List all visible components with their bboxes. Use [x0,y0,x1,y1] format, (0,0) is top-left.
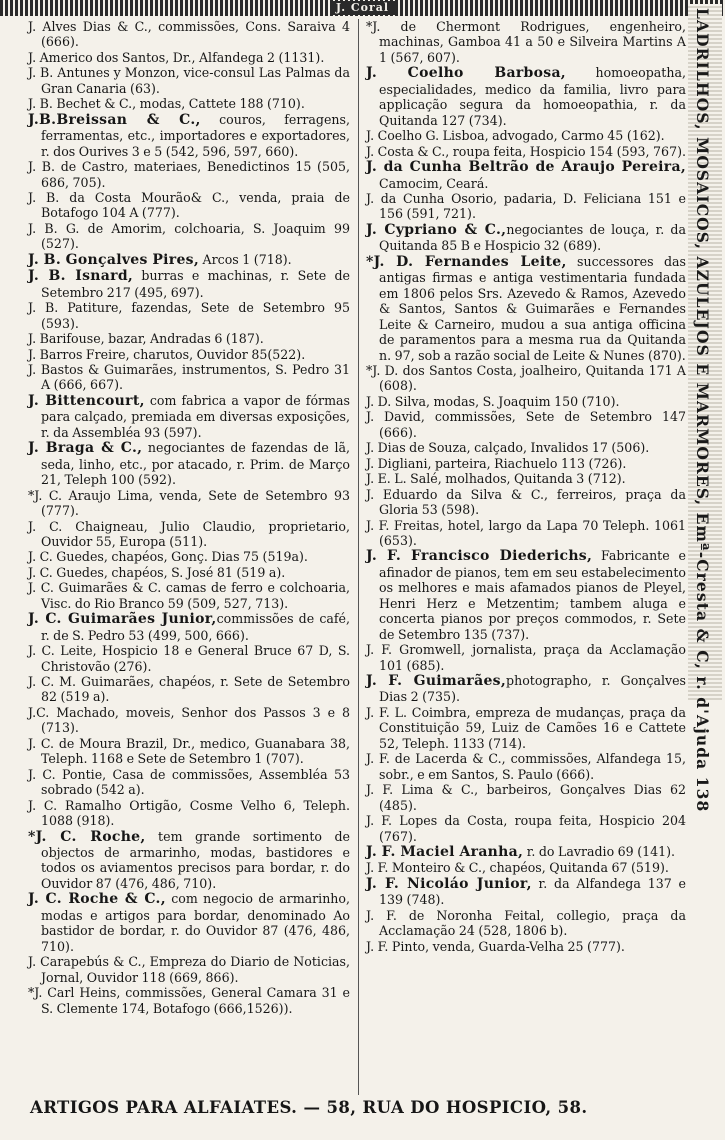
entry-details: chapéos, r. Sete de Setembro 82 (519 a). [41,674,350,705]
entry-details: modas, Cattete 188 (710). [136,96,305,112]
entry-name: J. F. Francisco Diederichs, [366,548,593,565]
entry-details: materiaes, Benedictinos 15 (505, 686, 705). [41,159,350,190]
entry-details: homoeopatha, especialidades, medico da familia, livro para applicação segura da homoeopathia, r. da Quitanda 127 (734). [379,65,686,128]
entry-details: venda, praia de Botafogo 104 A (777). [41,189,350,221]
page-header [0,0,725,16]
directory-entry [366,19,686,65]
entry-name: J. Costa & C., [366,143,450,159]
directory-entry [366,128,686,143]
directory-entry [28,580,350,611]
directory-entry [28,985,350,1016]
entry-name: J. C. Ramalho Ortigão, [28,797,182,813]
entry-details: ferreiros, praça da Gloria 53 (598). [379,486,686,518]
entry-name: J. Bastos & Guimarães, [28,361,178,377]
directory-entry [28,347,350,362]
entry-name: J. C. Guimarães Junior, [28,611,217,628]
directory-entry [366,860,686,875]
directory-entry [366,876,686,908]
directory-entry [28,393,350,440]
entry-name: J. da Cunha Beltrão de Araujo Pereira, [366,159,686,176]
entry-name: J. Barros Freire, [28,346,130,362]
directory-entry [28,736,350,767]
entry-name: J. C. Guedes, [28,564,108,580]
directory-entry [28,96,350,111]
directory-entry [28,705,350,736]
entry-details: successores das antigas firmas e antiga vestimentaria fundada em 1806 pelos Srs. Azevedo & Ramos, Azevedo & Santos, Santos & Guimarães e Fernandes Leite & Carneiro, mudou a sua antiga officina de paramentos para a mesma rua da Quitanda n. 97, sob a razão social de Leite & Nunes (870). [379,253,686,363]
entry-details: bazar, Andradas 6 (187). [104,331,264,347]
directory-entry [366,471,686,486]
directory-entry [28,19,350,50]
entry-details: empreza de mudanças, praça da Constituição 59, Luiz de Camões 16 e Cattete 52, Teleph. 1133 (714). [379,704,686,751]
entry-details: Arcos 1 (718). [199,251,292,267]
entry-details: Fabricante e afinador de pianos, tem em seu estabelecimento os melhores e mais afamados pianos de Pleyel, Henri Herz e Metzentim; tambem aluga e concerta pianos por preços commodos, r. Sete de Setembro 135 (737). [379,548,686,642]
directory-entry [366,548,686,642]
entry-details: modas, S. Joaquim 150 (710). [430,393,620,409]
entry-name: J. Cypriano & C., [366,221,507,238]
entry-name: J. Carapebús & C., [28,954,146,970]
entry-details: camas de ferro e colchoaria, Visc. do Rio Branco 59 (509, 527, 713). [41,580,351,611]
entry-details: venda, Guarda-Velha 25 (777). [429,938,625,954]
entry-name: J. F. de Noronha Feital, [366,907,545,923]
entry-name: J. B. Antunes y Monzon, [28,65,180,81]
directory-entry [366,363,686,394]
directory-entry [366,159,686,191]
entry-name: J. Bittencourt, [28,392,145,409]
entry-details: Empreza do Diario de Noticias, Jornal, Ouvidor 118 (669, 866). [41,954,351,985]
directory-entry [366,222,686,254]
entry-details: charutos, Ouvidor 85(522). [129,346,306,362]
entry-details: tem grande sortimento de objectos de armarinho, modas, bastidores e todos os aviamentos precisos para bordar, r. do Ouvidor 87 (476, 486, 710). [41,828,350,891]
entry-name: J. F. Maciel Aranha, [366,844,524,861]
entry-details: chapéos, Gonç. Dias 75 (519a). [107,549,308,565]
entry-details: instrumentos, S. Pedro 31 A (666, 667). [41,361,350,393]
directory-entry [28,565,350,580]
directory-entry [28,891,350,954]
entry-details: engenheiro, machinas, Gamboa 41 a 50 e Silveira Martins A 1 (567, 607). [379,19,687,65]
entry-name: J. F. de Lacerda & C., [366,751,506,767]
vertical-advertisement: LADRILHOS, MOSAICOS, AZULEJOS E MARMORES, Emª-Cresta & C, r. d'Ajuda 138 [693,8,712,813]
directory-entry [28,674,350,705]
directory-entry [28,440,350,487]
entry-name: J. David, [366,409,425,425]
entry-name: J. F. Lopes da Costa, [366,813,508,829]
directory-entry [28,549,350,564]
entry-details: negociantes de fazendas de lã, seda, linho, etc., por atacado, r. Prim. de Março 21, Teleph 100 (592). [41,440,350,488]
entry-name: J. Coelho Barbosa, [366,65,566,82]
entry-details: r. do Lavradio 69 (141). [523,844,676,860]
directory-entry [28,611,350,643]
entry-name: J. C. Pontie, [28,766,107,782]
entry-details: burras e machinas, r. Sete de Setembro 217 (495, 697). [41,268,350,300]
entry-name: J. D. Silva, [366,393,431,409]
entry-name: J. B. Isnard, [28,268,134,285]
directory-entry [366,782,686,813]
entry-details: joalheiro, Quitanda 171 A (608). [379,362,686,394]
entry-details: chapéos, S. José 81 (519 a). [107,564,286,580]
directory-entry [366,394,686,409]
header-title: J. Coral [330,1,395,15]
entry-name: J. C. Leite, [28,643,97,659]
entry-details: commissões de café, r. de S. Pedro 53 (499, 500, 666). [41,611,351,643]
entry-name: J. C. Chaigneau, [28,518,148,534]
entry-details: r. da Alfandega 137 e 139 (748). [379,875,686,908]
directory-entry [366,191,686,222]
entry-name: J. F. Pinto, [366,938,430,954]
entry-details: padaria, D. Feliciana 151 e 156 (591, 721). [379,190,687,222]
directory-entry [28,767,350,798]
entry-name: *J. Carl Heins, [28,985,121,1001]
directory-entry [366,939,686,954]
directory-entry [366,844,686,860]
entry-details: Julio Claudio, proprietario, Ouvidor 55, Europa (511). [41,518,350,549]
entry-name: J. Braga & C., [28,440,143,457]
entry-details: Camocim, Ceará. [379,175,489,191]
directory-entry [366,144,686,159]
entry-details: roupa feita, Hospicio 154 (593, 767). [449,143,686,159]
directory-entry [28,221,350,252]
entry-name: J. Coelho G. Lisboa, [366,128,489,144]
directory-entry [366,409,686,440]
directory-entry [28,190,350,221]
directory-entry [28,362,350,393]
directory-entry [366,705,686,751]
entry-name: J. C. Guedes, [28,549,108,565]
directory-entry [366,642,686,673]
entry-name: *J. D. Fernandes Leite, [366,253,567,270]
entry-details: commissões, General Camara 31 e S. Clemente 174, Botafogo (666,1526)). [41,985,350,1016]
entry-details: barbeiros, Gonçalves Dias 62 (485). [379,782,686,813]
entry-details: commissões, Alfandega 15, sobr., e em Santos, S. Paulo (666). [379,751,686,782]
directory-entry [366,440,686,455]
directory-entry [366,65,686,128]
entry-details: Dr., medico, Guanabara 38, Teleph. 1168 e Sete de Setembro 1 (707). [41,735,350,767]
directory-entry [28,954,350,985]
entry-details: Hospicio 18 e General Bruce 67 D, S. Christovão (276). [41,643,350,674]
footer-advertisement: ARTIGOS PARA ALFAIATES. — 58, RUA DO HOSPICIO, 58. [30,1098,588,1117]
directory-entry [366,673,686,705]
entry-name: *J. C. Araujo Lima, [28,487,154,503]
entry-details: photographo, r. Gonçalves Dias 2 (735). [379,673,687,705]
left-column [28,19,350,1095]
entry-details: Cosme Velho 6, Teleph. 1088 (918). [41,797,350,829]
entry-name: *J. de Chermont Rodrigues, [366,19,590,34]
entry-details: Casa de commissões, Assembléa 53 sobrado (542 a). [41,766,350,798]
entry-details: Dr., Alfandega 2 (1131). [169,49,325,65]
entry-name: J. C. Roche & C., [28,891,166,908]
entry-details: negociantes de louça, r. da Quitanda 85 B e Hospicio 32 (689). [379,221,686,254]
entry-name: J. C. M. Guimarães, [28,674,155,690]
directory-entry [28,798,350,829]
directory-entry [28,112,350,159]
entry-name: J. Americo dos Santos, [28,49,170,65]
entry-name: J. F. Monteiro & C., [366,860,487,876]
entry-details: moveis, Senhor dos Passos 3 e 8 (713). [41,704,350,736]
entry-details: hotel, largo da Lapa 70 Teleph. 1061 (653). [379,517,686,548]
entry-details: collegio, praça da Acclamação 24 (528, 1806 b). [379,907,686,939]
directory-entry [366,518,686,549]
entry-name: *J. D. dos Santos Costa, [366,362,517,378]
directory-entry [28,50,350,65]
entry-name: J. da Cunha Osorio, [366,190,498,206]
entry-name: J. C. Guimarães & C. [28,580,162,596]
right-column [366,19,686,1095]
directory-entry [28,331,350,346]
entry-details: colchoaria, S. Joaquim 99 (527). [41,220,350,252]
entry-details: fazendas, Sete de Setembro 95 (593). [41,300,350,331]
entry-details: commissões, Cons. Saraiva 4 (666). [41,19,350,50]
entry-name: *J. C. Roche, [28,828,146,845]
entry-name: J. F. Guimarães, [366,673,507,690]
entry-details: com fabrica a vapor de fórmas para calçado, premiada em diversas exposições, r. da Assembléa 93 (597). [41,392,350,440]
entry-name: J.B.Breissan & C., [28,111,201,128]
entry-name: J. B. G. de Amorim, [28,220,167,236]
directory-entry [366,254,686,363]
entry-name: J. F. Nicoláo Junior, [366,875,532,892]
entry-name: J. B. de Castro, [28,159,129,175]
entry-details: advogado, Carmo 45 (162). [488,128,665,144]
directory-entry [366,751,686,782]
directory-entry [28,519,350,550]
directory-entry [366,487,686,518]
entry-name: J. Alves Dias & C., [28,19,152,34]
directory-entry [28,829,350,892]
directory-entry [366,908,686,939]
entry-name: J. Dias de Souza, [366,440,471,456]
entry-name: J. B. da Costa Mourão& C., [28,189,230,205]
entry-details: venda, Sete de Setembro 93 (777). [41,487,350,519]
entry-name: J. B. Patiture, [28,300,123,316]
entry-details: roupa feita, Hospicio 204 (767). [379,813,686,844]
entry-details: com negocio de armarinho, modas e artigos para bordar, denominado Ao bastidor de bordar, r. do Ouvidor 87 (476, 486, 710). [41,891,350,954]
entry-details: chapéos, Quitanda 67 (519). [486,860,669,876]
entry-name: J. C. de Moura Brazil, [28,735,168,751]
entry-details: vice-consul Las Palmas da Gran Canaria (63). [41,65,350,96]
entry-name: J.C. Machado, [28,704,119,720]
entry-details: jornalista, praça da Acclamação 101 (685). [379,642,686,673]
directory-entry [366,813,686,844]
entry-name: J. F. Gromwell, [366,642,466,658]
entry-name: J. Eduardo da Silva & C., [366,486,549,502]
entry-details: molhados, Quitanda 3 (712). [441,471,626,487]
entry-name: J. B. Gonçalves Pires, [28,251,200,268]
entry-name: J. B. Bechet & C., [28,96,137,112]
entry-name: J. E. L. Salé, [366,471,442,487]
directory-entry [28,159,350,190]
directory-entry [28,65,350,96]
entry-details: parteira, Riachuelo 113 (726). [431,455,627,471]
entry-name: J. Digliani, [366,455,432,471]
directory-page [28,19,686,1095]
entry-details: commissões, Sete de Setembro 147 (666). [379,409,687,440]
directory-entry [366,456,686,471]
directory-entry [28,643,350,674]
directory-entry [28,300,350,331]
directory-entry [28,488,350,519]
entry-details: couros, ferragens, ferramentas, etc., importadores e exportadores, r. dos Ourives 3 e 5 (542, 596, 597, 660). [41,111,351,159]
entry-name: J. F. Freitas, [366,517,444,533]
entry-name: J. F. L. Coimbra, [366,704,471,720]
column-divider [358,19,359,1095]
directory-entry [28,252,350,268]
directory-entry [28,268,350,300]
entry-name: J. F. Lima & C., [366,782,479,798]
entry-details: calçado, Invalidos 17 (506). [470,440,650,456]
entry-name: J. Barifouse, [28,331,105,347]
